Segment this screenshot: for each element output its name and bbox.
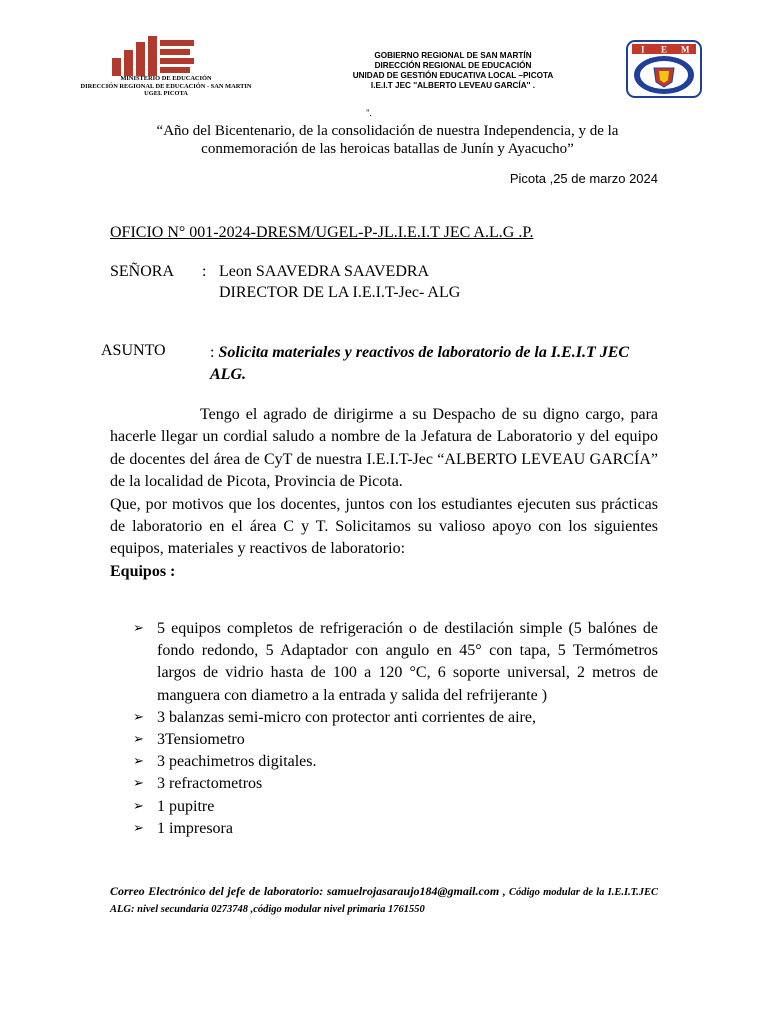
arrow-bullet-icon: ➢ <box>133 621 144 636</box>
list-item: ➢ 3 balanzas semi-micro con protector anti corrientes de aire, <box>133 707 658 729</box>
subject-colon: : <box>210 344 215 361</box>
recipient-title: DIRECTOR DE LA I.E.I.T-Jec- ALG <box>219 284 461 301</box>
recipient-label: SEÑORA <box>110 263 175 280</box>
tiny-quote-mark: ". <box>366 108 372 118</box>
arrow-bullet-icon: ➢ <box>133 709 144 725</box>
arrow-bullet-icon: ➢ <box>133 820 144 836</box>
year-motto: “Año del Bicentenario, de la consolidación de nuestra Independencia, y de la conmemoración de las heroicas batallas de Junín y Ayacucho” <box>156 123 619 157</box>
list-item: ➢ 3 peachimetros digitales. <box>133 751 658 773</box>
recipient-colon: : <box>202 263 207 280</box>
arrow-bullet-icon: ➢ <box>133 776 144 792</box>
footer-contact <box>110 884 658 917</box>
school-crest-icon <box>626 40 702 98</box>
oficio-number: OFICIO N° 001-2024-DRESM/UGEL-P-JL.I.E.I.T JEC A.L.G .P. <box>110 224 534 241</box>
arrow-bullet-icon: ➢ <box>133 798 144 814</box>
gov-line: GOBIERNO REGIONAL DE SAN MARTÍN <box>374 51 532 60</box>
letter-body <box>110 404 658 583</box>
crest-letter: M <box>681 44 690 55</box>
equipment-list <box>133 618 658 840</box>
crest-letter: E <box>661 44 668 55</box>
list-item: ➢ 1 impresora <box>133 818 658 840</box>
footer-email-line: Correo Electrónico del jefe de laboratorio: samuelrojasaraujo184@gmail.com , <box>110 884 506 898</box>
ministry-line: UGEL PICOTA <box>144 90 188 98</box>
ministry-line: MINISTERIO DE EDUCACIÓN <box>120 75 212 82</box>
subject-text: Solicita materiales y reactivos de laboratorio de la I.E.I.T JEC ALG. <box>210 344 630 383</box>
recipient-name: Leon SAAVEDRA SAAVEDRA <box>219 263 430 280</box>
ministry-logo-icon <box>108 36 198 76</box>
body-paragraph: Tengo el agrado de dirigirme a su Despacho de su digno cargo, para hacerle llegar un cordial saludo a nombre de la Jefatura de Laboratorio y del equipo de docentes del área de CyT de nuestra I.E.I.T-Jec “ALBERTO LEVEAU GARCÍA” de la localidad de Picota, Provincia de Picota. <box>110 406 658 491</box>
date-line: Picota ,25 de marzo 2024 <box>509 171 658 186</box>
government-header <box>318 51 588 91</box>
footer-codes: Código modular de la I.E.I.T.JEC ALG: nivel secundaria 0273748 ,código modular nivel primaria 1761550 <box>110 887 658 915</box>
list-item: ➢ 5 equipos completos de refrigeración o de destilación simple (5 balónes de fondo redondo, 5 Adaptador con angulo en 45° con tapa, 5 Termómetros largos de vidrio hasta de 100 a 120 °C, 6 soporte universal, 2 metros de manguera con diametro a la entrada y salida del refrijerante ) <box>133 620 658 704</box>
list-item: ➢ 3 refractometros <box>133 773 658 795</box>
ministry-text-block <box>74 75 258 98</box>
subject-label: ASUNTO <box>101 342 166 359</box>
subject-text-block <box>210 342 660 386</box>
ministry-line: DIRECCIÓN REGIONAL DE EDUCACIÓN - SAN MARTIN <box>80 82 252 90</box>
gov-line: UNIDAD DE GESTIÓN EDUCATIVA LOCAL –PICOTA <box>352 71 554 80</box>
list-item: ➢ 1 pupitre <box>133 796 658 818</box>
gov-line: I.E.I.T JEC ''ALBERTO LEVEAU GARCÍA'' . <box>370 81 536 90</box>
arrow-bullet-icon: ➢ <box>133 754 144 770</box>
gov-line: DIRECCIÓN REGIONAL DE EDUCACIÓN <box>374 61 532 70</box>
body-paragraph: Que, por motivos que los docentes, juntos con los estudiantes ejecuten sus prácticas de laboratorio en el área C y T. Solicitamos su valioso apoyo con los siguientes equipos, materiales y reactivos de laboratorio: <box>110 495 658 558</box>
arrow-bullet-icon: ➢ <box>133 732 144 748</box>
crest-letter: I <box>641 44 645 55</box>
list-item: ➢ 3Tensiometro <box>133 729 658 751</box>
equipment-heading: Equipos : <box>110 562 176 580</box>
